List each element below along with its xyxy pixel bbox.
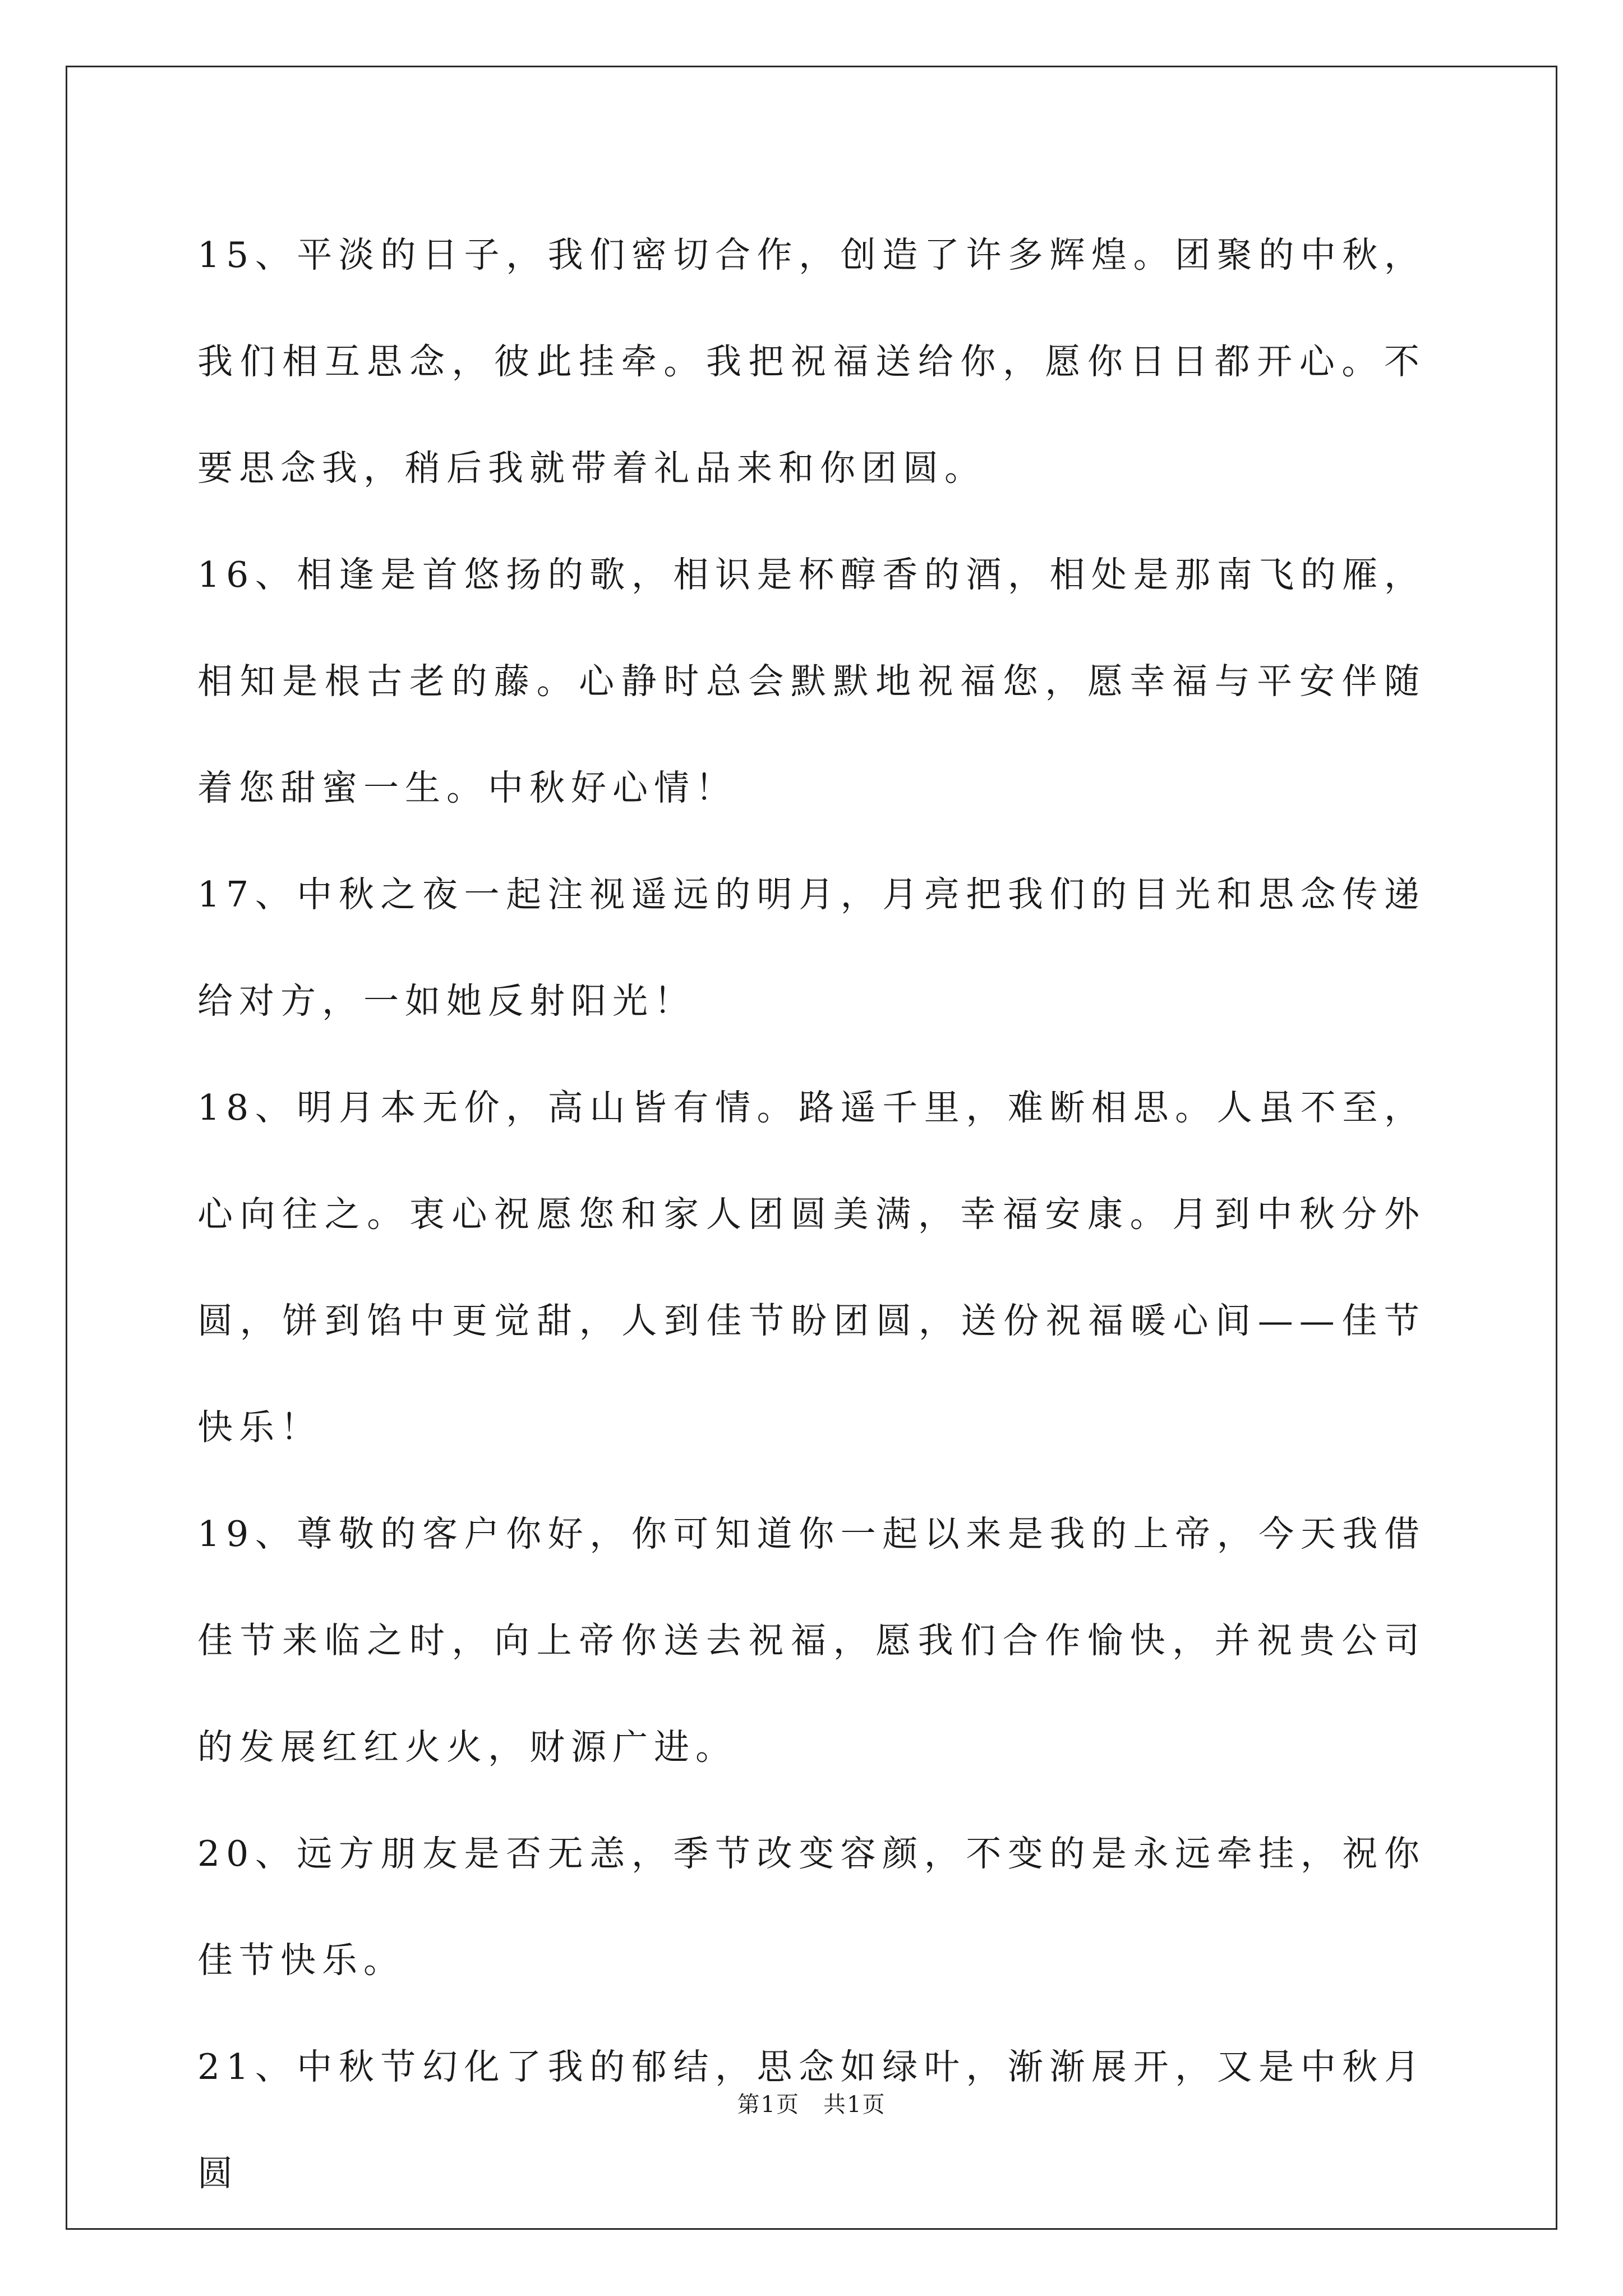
paragraph-18: 18、明月本无价，高山皆有情。路遥千里，难断相思。人虽不至，心向往之。衷心祝愿您和家人团圆美满，幸福安康。月到中秋分外圆，饼到馅中更觉甜，人到佳节盼团圆，送份祝福暖心间——佳节快乐！ [197, 1087, 1426, 1448]
paragraph-17: 17、中秋之夜一起注视遥远的明月，月亮把我们的目光和思念传递给对方，一如她反射阳光！ [197, 874, 1426, 1022]
page-number-footer: 第1页 共1页 [737, 2092, 886, 2118]
paragraph-19: 19、尊敬的客户你好，你可知道你一起以来是我的上帝，今天我借佳节来临之时，向上帝你送去祝福，愿我们合作愉快，并祝贵公司的发展红红火火，财源广进。 [197, 1513, 1426, 1768]
paragraph-21: 21、中秋节幻化了我的郁结，思念如绿叶，渐渐展开，又是中秋月圆 [197, 2046, 1426, 2194]
document-body [197, 202, 1426, 2227]
paragraph-16: 16、相逢是首悠扬的歌，相识是杯醇香的酒，相处是那南飞的雁，相知是根古老的藤。心静时总会默默地祝福您，愿幸福与平安伴随着您甜蜜一生。中秋好心情！ [197, 554, 1426, 808]
paragraph-15: 15、平淡的日子，我们密切合作，创造了许多辉煌。团聚的中秋，我们相互思念，彼此挂牵。我把祝福送给你，愿你日日都开心。不要思念我，稍后我就带着礼品来和你团圆。 [197, 234, 1426, 489]
paragraph-20: 20、远方朋友是否无恙，季节改变容颜，不变的是永远牵挂，祝你佳节快乐。 [197, 1833, 1426, 1981]
